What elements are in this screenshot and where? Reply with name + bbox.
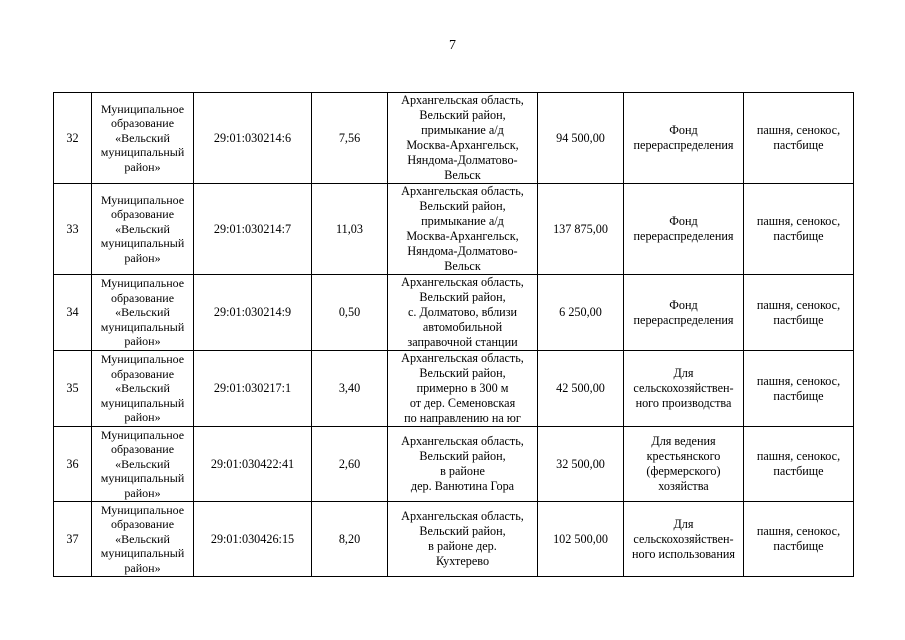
row-number: 33	[54, 184, 92, 275]
price-cell: 137 875,00	[538, 184, 624, 275]
cadastral-number-cell: 29:01:030422:41	[194, 427, 312, 502]
area-cell: 11,03	[312, 184, 388, 275]
cadastral-number-cell: 29:01:030214:9	[194, 275, 312, 351]
land-use-cell: пашня, сенокос, пастбище	[744, 351, 854, 427]
table-row	[54, 502, 854, 577]
land-use-cell: пашня, сенокос, пастбище	[744, 427, 854, 502]
category-cell: Фонд перераспределения	[624, 93, 744, 184]
row-number: 34	[54, 275, 92, 351]
price-cell: 42 500,00	[538, 351, 624, 427]
land-use-cell: пашня, сенокос, пастбище	[744, 502, 854, 577]
category-cell: Для ведения крестьянского (фермерского) хозяйства	[624, 427, 744, 502]
price-cell: 32 500,00	[538, 427, 624, 502]
area-cell: 8,20	[312, 502, 388, 577]
category-cell: Фонд перераспределения	[624, 275, 744, 351]
category-cell: Фонд перераспределения	[624, 184, 744, 275]
location-cell: Архангельская область, Вельский район, в районе дер. Кухтерево	[388, 502, 538, 577]
location-cell: Архангельская область, Вельский район, с. Долматово, вблизи автомобильной заправочной станции	[388, 275, 538, 351]
price-cell: 94 500,00	[538, 93, 624, 184]
owner-cell: Муниципальное образование «Вельский муниципальный район»	[92, 502, 194, 577]
area-cell: 0,50	[312, 275, 388, 351]
category-cell: Для сельскохозяйствен- ного производства	[624, 351, 744, 427]
page-number: 7	[449, 38, 456, 53]
land-use-cell: пашня, сенокос, пастбище	[744, 275, 854, 351]
table-row	[54, 93, 854, 184]
row-number: 35	[54, 351, 92, 427]
location-cell: Архангельская область, Вельский район, примерно в 300 м от дер. Семеновская по направлению на юг	[388, 351, 538, 427]
location-cell: Архангельская область, Вельский район, примыкание а/д Москва-Архангельск, Няндома-Долматово- Вельск	[388, 93, 538, 184]
owner-cell: Муниципальное образование «Вельский муниципальный район»	[92, 184, 194, 275]
category-cell: Для сельскохозяйствен- ного использования	[624, 502, 744, 577]
area-cell: 3,40	[312, 351, 388, 427]
owner-cell: Муниципальное образование «Вельский муниципальный район»	[92, 351, 194, 427]
table-row	[54, 351, 854, 427]
land-plots-table	[53, 92, 854, 577]
owner-cell: Муниципальное образование «Вельский муниципальный район»	[92, 427, 194, 502]
cadastral-number-cell: 29:01:030214:6	[194, 93, 312, 184]
land-use-cell: пашня, сенокос, пастбище	[744, 93, 854, 184]
location-cell: Архангельская область, Вельский район, примыкание а/д Москва-Архангельск, Няндома-Долматово- Вельск	[388, 184, 538, 275]
cadastral-number-cell: 29:01:030214:7	[194, 184, 312, 275]
table-row	[54, 184, 854, 275]
table-row	[54, 427, 854, 502]
area-cell: 2,60	[312, 427, 388, 502]
area-cell: 7,56	[312, 93, 388, 184]
row-number: 32	[54, 93, 92, 184]
owner-cell: Муниципальное образование «Вельский муниципальный район»	[92, 275, 194, 351]
price-cell: 102 500,00	[538, 502, 624, 577]
row-number: 37	[54, 502, 92, 577]
cadastral-number-cell: 29:01:030217:1	[194, 351, 312, 427]
land-use-cell: пашня, сенокос, пастбище	[744, 184, 854, 275]
owner-cell: Муниципальное образование «Вельский муниципальный район»	[92, 93, 194, 184]
price-cell: 6 250,00	[538, 275, 624, 351]
row-number: 36	[54, 427, 92, 502]
cadastral-number-cell: 29:01:030426:15	[194, 502, 312, 577]
table-row	[54, 275, 854, 351]
location-cell: Архангельская область, Вельский район, в районе дер. Ванютина Гора	[388, 427, 538, 502]
